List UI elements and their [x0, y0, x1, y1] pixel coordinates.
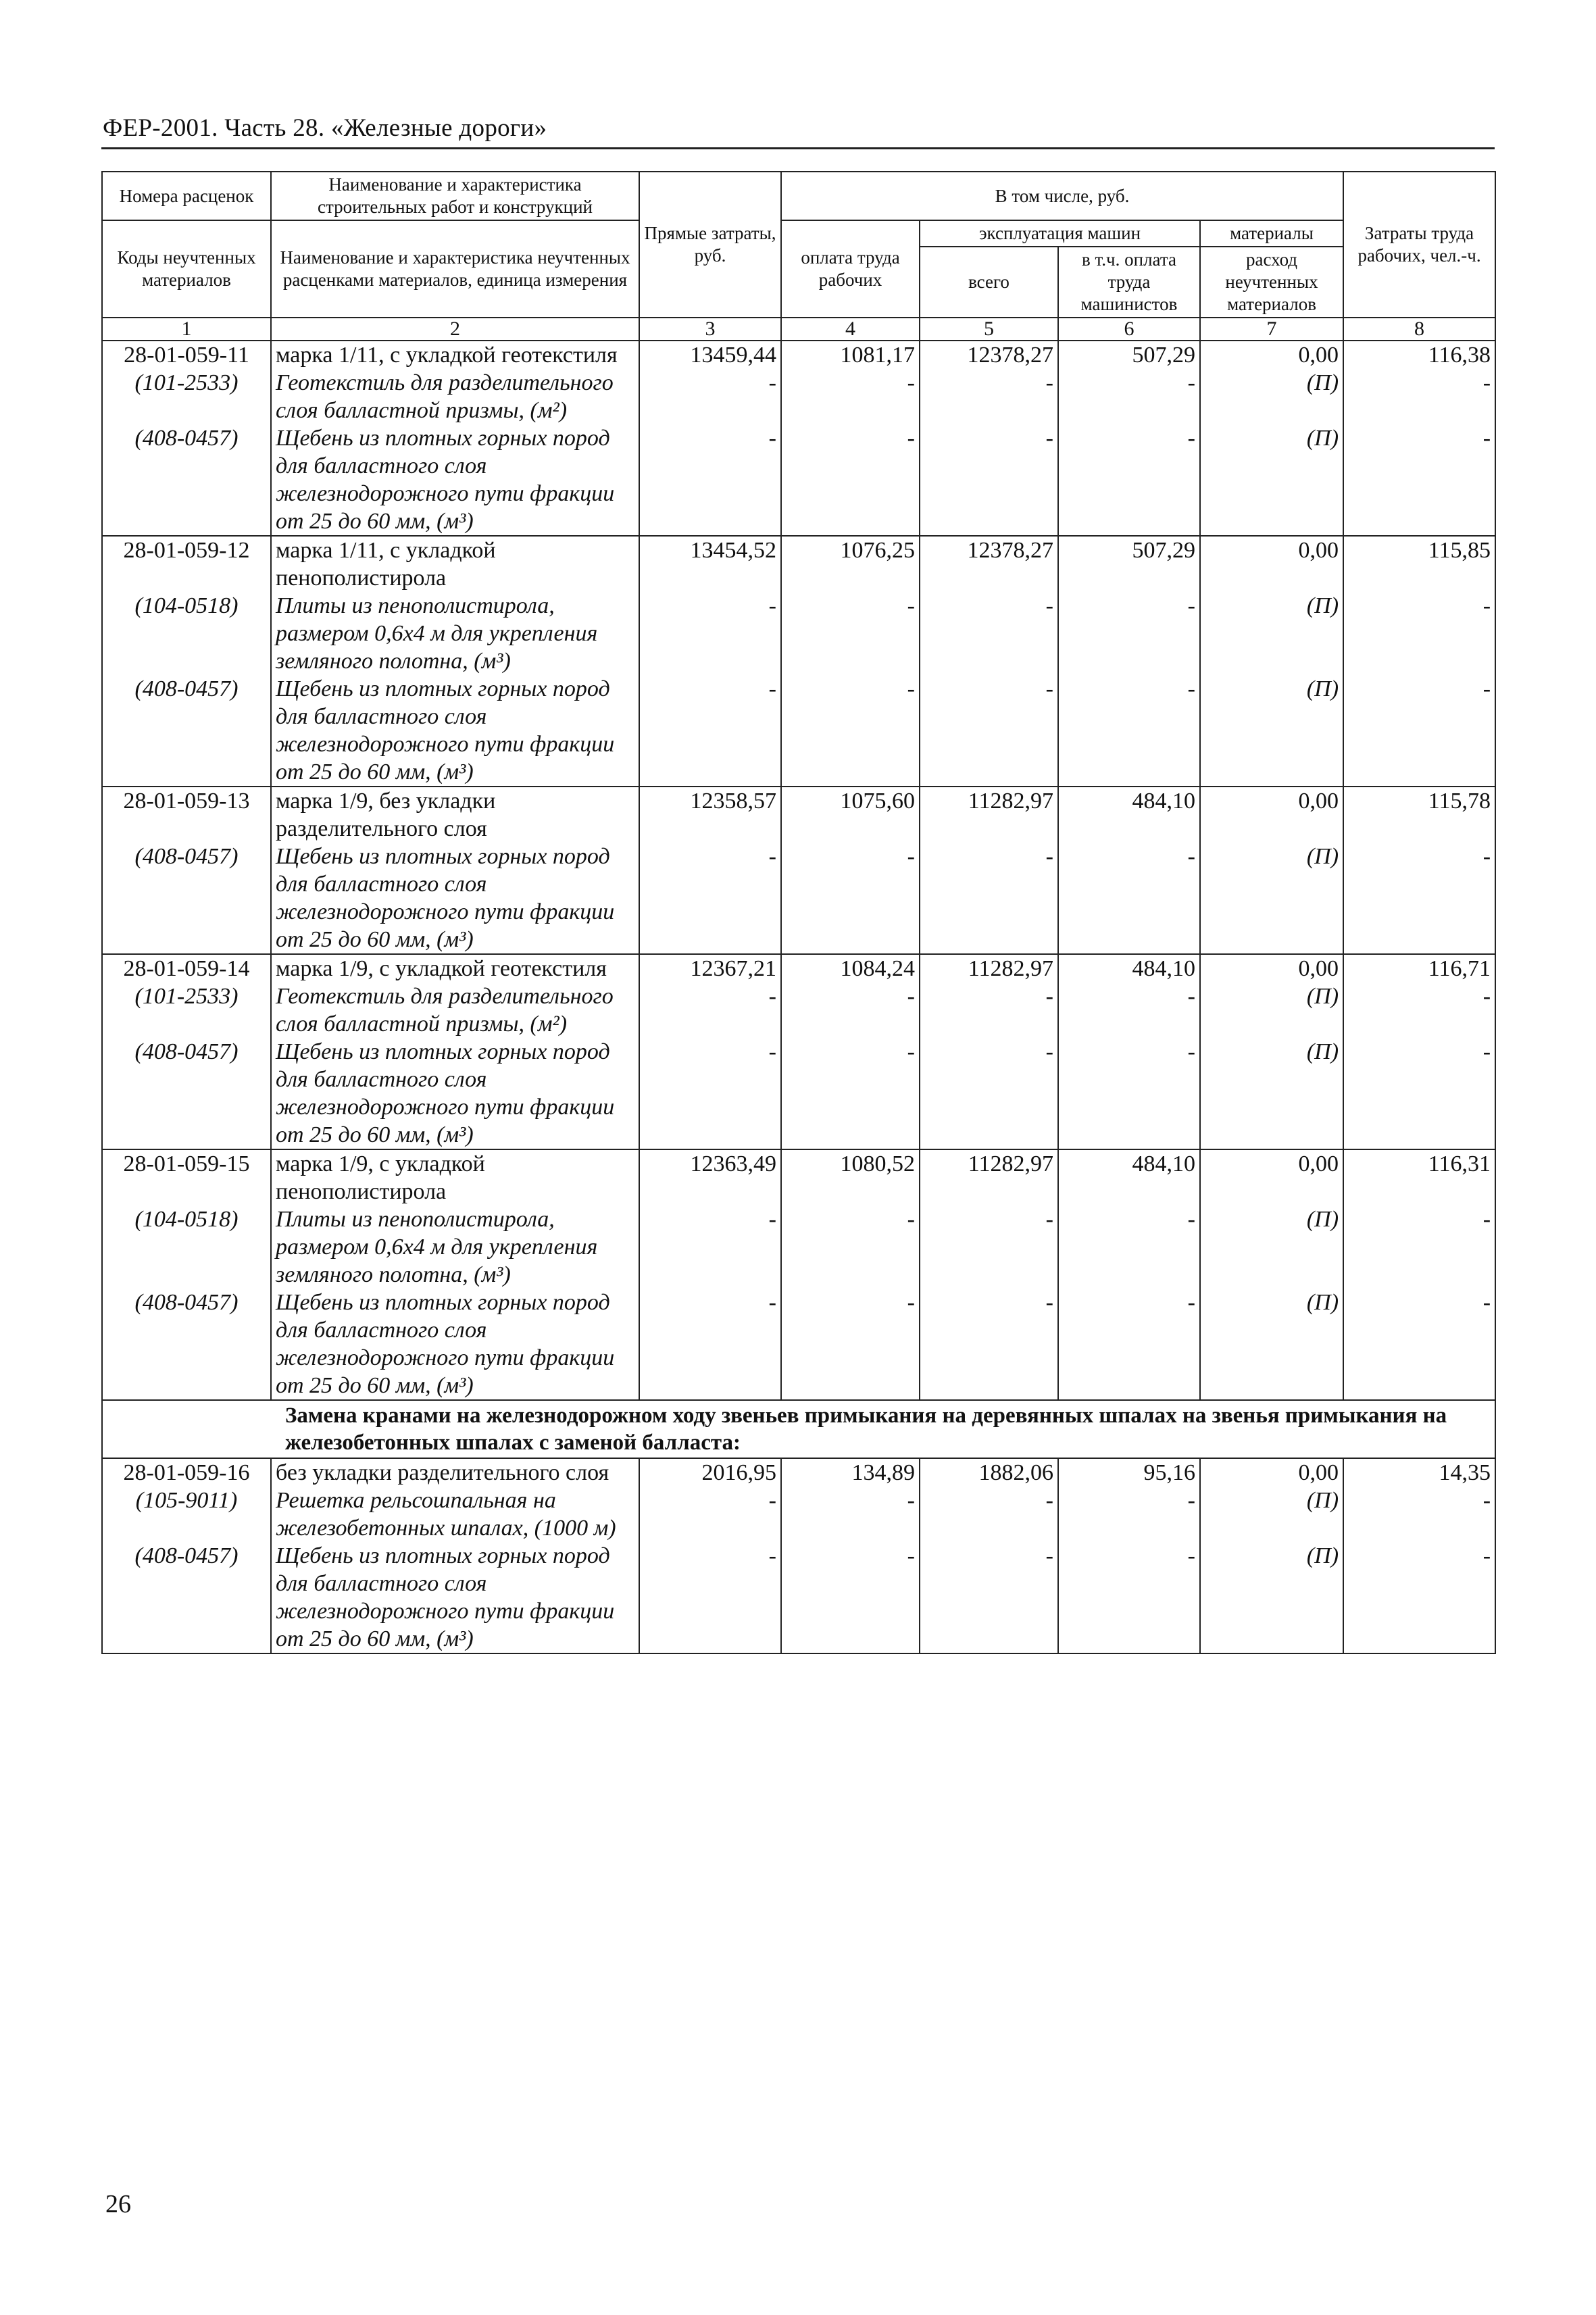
material-name: Решетка рельсошпальная на железобетонных шпалах, (1000 м) — [271, 1487, 639, 1542]
machines-cost: - — [920, 1038, 1058, 1149]
machines-cost: 11282,97 — [920, 954, 1058, 982]
wage-cost: - — [781, 843, 920, 954]
col-materials: материалы — [1200, 220, 1343, 247]
direct-cost: - — [639, 369, 781, 424]
materials-mark: (П) — [1200, 1205, 1343, 1289]
col-incl: В том числе, руб. — [781, 172, 1343, 220]
materials-cost: 0,00 — [1200, 341, 1343, 369]
materials-mark: (П) — [1200, 1542, 1343, 1653]
col-name-bottom: Наименование и характеристика неучтенных расценками материалов, единица измерения — [271, 220, 639, 318]
direct-cost: - — [639, 1205, 781, 1289]
machines-cost: - — [920, 675, 1058, 787]
section-title: Замена кранами на железнодорожном ходу звеньев примыкания на деревянных шпалах на звенья примыкания на железобетонных шпалах с заменой балласта: — [102, 1400, 1495, 1458]
header-rule — [101, 147, 1495, 149]
material-name: Плиты из пенополистирола, размером 0,6х4 м для укрепления земляного полотна, (м³) — [271, 592, 639, 675]
machinists-wage: 484,10 — [1058, 1149, 1200, 1205]
rate-name: марка 1/9, без укладки разделительного слоя — [271, 787, 639, 843]
direct-cost: 12363,49 — [639, 1149, 781, 1205]
materials-cost: 0,00 — [1200, 787, 1343, 843]
machinists-wage: - — [1058, 1542, 1200, 1653]
material-row — [102, 1205, 1495, 1289]
direct-cost: - — [639, 592, 781, 675]
machinists-wage: - — [1058, 1289, 1200, 1400]
materials-mark: (П) — [1200, 982, 1343, 1038]
labor-cost: - — [1343, 369, 1495, 424]
col-labor: Затраты труда рабочих, чел.-ч. — [1343, 172, 1495, 318]
labor-cost: - — [1343, 592, 1495, 675]
col-code-top: Номера расценок — [102, 172, 271, 220]
machines-cost: 11282,97 — [920, 1149, 1058, 1205]
rate-name: без укладки разделительного слоя — [271, 1458, 639, 1487]
direct-cost: - — [639, 843, 781, 954]
materials-mark: (П) — [1200, 369, 1343, 424]
rate-code: 28-01-059-12 — [102, 536, 271, 592]
material-name: Щебень из плотных горных пород для балластного слоя железнодорожного пути фракции от 25 до 60 мм, (м³) — [271, 675, 639, 787]
material-row — [102, 1542, 1495, 1653]
materials-mark: (П) — [1200, 592, 1343, 675]
page-header: ФЕР-2001. Часть 28. «Железные дороги» — [103, 114, 547, 142]
machines-cost: - — [920, 1205, 1058, 1289]
rate-row — [102, 954, 1495, 982]
wage-cost: - — [781, 592, 920, 675]
machinists-wage: - — [1058, 1205, 1200, 1289]
materials-mark: (П) — [1200, 1289, 1343, 1400]
rates-group-b — [102, 1458, 1495, 1653]
labor-cost: - — [1343, 843, 1495, 954]
machinists-wage: 95,16 — [1058, 1458, 1200, 1487]
material-row — [102, 369, 1495, 424]
machines-cost: - — [920, 369, 1058, 424]
labor-cost: 116,71 — [1343, 954, 1495, 982]
material-code: (104-0518) — [102, 592, 271, 675]
direct-cost: - — [639, 424, 781, 536]
rate-row — [102, 536, 1495, 592]
labor-cost: - — [1343, 1542, 1495, 1653]
wage-cost: - — [781, 1289, 920, 1400]
wage-cost: - — [781, 982, 920, 1038]
machinists-wage: 507,29 — [1058, 536, 1200, 592]
wage-cost: 1076,25 — [781, 536, 920, 592]
machines-cost: - — [920, 1289, 1058, 1400]
material-row — [102, 592, 1495, 675]
machines-cost: - — [920, 982, 1058, 1038]
material-code: (408-0457) — [102, 675, 271, 787]
material-row — [102, 424, 1495, 536]
wage-cost: - — [781, 1542, 920, 1653]
labor-cost: 115,78 — [1343, 787, 1495, 843]
wage-cost: 134,89 — [781, 1458, 920, 1487]
rate-code: 28-01-059-15 — [102, 1149, 271, 1205]
materials-mark: (П) — [1200, 1038, 1343, 1149]
section-row — [102, 1400, 1495, 1458]
machinists-wage: - — [1058, 1038, 1200, 1149]
labor-cost: 14,35 — [1343, 1458, 1495, 1487]
direct-cost: - — [639, 982, 781, 1038]
wage-cost: - — [781, 1487, 920, 1542]
col-num: 3 — [639, 318, 781, 341]
direct-cost: - — [639, 1289, 781, 1400]
rate-name: марка 1/9, с укладкой пенополистирола — [271, 1149, 639, 1205]
machines-cost: - — [920, 1487, 1058, 1542]
material-name: Щебень из плотных горных пород для балластного слоя железнодорожного пути фракции от 25 до 60 мм, (м³) — [271, 1289, 639, 1400]
material-code: (408-0457) — [102, 1542, 271, 1653]
direct-cost: - — [639, 1487, 781, 1542]
material-code: (408-0457) — [102, 843, 271, 954]
rate-name: марка 1/11, с укладкой геотекстиля — [271, 341, 639, 369]
materials-cost: 0,00 — [1200, 536, 1343, 592]
material-row — [102, 675, 1495, 787]
col-wage: оплата труда рабочих — [781, 220, 920, 318]
materials-cost: 0,00 — [1200, 954, 1343, 982]
material-name: Щебень из плотных горных пород для балластного слоя железнодорожного пути фракции от 25 до 60 мм, (м³) — [271, 1542, 639, 1653]
col-name-top: Наименование и характеристика строительных работ и конструкций — [271, 172, 639, 220]
col-machines-wage: в т.ч. оплата труда машинистов — [1058, 247, 1200, 318]
machines-cost: - — [920, 1542, 1058, 1653]
material-row — [102, 982, 1495, 1038]
wage-cost: - — [781, 424, 920, 536]
wage-cost: 1080,52 — [781, 1149, 920, 1205]
machines-cost: - — [920, 592, 1058, 675]
col-num: 4 — [781, 318, 920, 341]
direct-cost: 13454,52 — [639, 536, 781, 592]
rate-code: 28-01-059-14 — [102, 954, 271, 982]
direct-cost: 12367,21 — [639, 954, 781, 982]
rate-row — [102, 1458, 1495, 1487]
machinists-wage: 507,29 — [1058, 341, 1200, 369]
wage-cost: 1075,60 — [781, 787, 920, 843]
materials-mark: (П) — [1200, 424, 1343, 536]
rate-name: марка 1/9, с укладкой геотекстиля — [271, 954, 639, 982]
rate-code: 28-01-059-11 — [102, 341, 271, 369]
column-numbers-row — [102, 318, 1495, 341]
machinists-wage: - — [1058, 592, 1200, 675]
materials-cost: 0,00 — [1200, 1149, 1343, 1205]
direct-cost: - — [639, 675, 781, 787]
rate-code: 28-01-059-13 — [102, 787, 271, 843]
machines-cost: - — [920, 424, 1058, 536]
col-num: 1 — [102, 318, 271, 341]
wage-cost: - — [781, 1205, 920, 1289]
material-code: (104-0518) — [102, 1205, 271, 1289]
material-row — [102, 1487, 1495, 1542]
wage-cost: - — [781, 369, 920, 424]
col-machines-total: всего — [920, 247, 1058, 318]
machinists-wage: 484,10 — [1058, 787, 1200, 843]
machinists-wage: 484,10 — [1058, 954, 1200, 982]
labor-cost: - — [1343, 424, 1495, 536]
direct-cost: - — [639, 1542, 781, 1653]
labor-cost: - — [1343, 675, 1495, 787]
material-code: (105-9011) — [102, 1487, 271, 1542]
material-row — [102, 1038, 1495, 1149]
table-head — [102, 172, 1495, 341]
direct-cost: 13459,44 — [639, 341, 781, 369]
machines-cost: 12378,27 — [920, 341, 1058, 369]
labor-cost: - — [1343, 1038, 1495, 1149]
rate-code: 28-01-059-16 — [102, 1458, 271, 1487]
material-code: (408-0457) — [102, 424, 271, 536]
material-row — [102, 843, 1495, 954]
page-number: 26 — [105, 2190, 131, 2218]
col-code-bottom: Коды неучтенных материалов — [102, 220, 271, 318]
col-direct: Прямые затраты, руб. — [639, 172, 781, 318]
labor-cost: 116,38 — [1343, 341, 1495, 369]
direct-cost: 2016,95 — [639, 1458, 781, 1487]
material-name: Щебень из плотных горных пород для балластного слоя железнодорожного пути фракции от 25 до 60 мм, (м³) — [271, 424, 639, 536]
labor-cost: - — [1343, 982, 1495, 1038]
wage-cost: - — [781, 1038, 920, 1149]
machinists-wage: - — [1058, 982, 1200, 1038]
labor-cost: 115,85 — [1343, 536, 1495, 592]
material-name: Щебень из плотных горных пород для балластного слоя железнодорожного пути фракции от 25 до 60 мм, (м³) — [271, 1038, 639, 1149]
direct-cost: - — [639, 1038, 781, 1149]
material-code: (101-2533) — [102, 369, 271, 424]
machinists-wage: - — [1058, 369, 1200, 424]
material-code: (408-0457) — [102, 1038, 271, 1149]
col-machines: эксплуатация машин — [920, 220, 1200, 247]
rate-name: марка 1/11, с укладкой пенополистирола — [271, 536, 639, 592]
col-num: 6 — [1058, 318, 1200, 341]
machines-cost: 11282,97 — [920, 787, 1058, 843]
col-materials-use: расход неучтенных материалов — [1200, 247, 1343, 318]
materials-mark: (П) — [1200, 1487, 1343, 1542]
labor-cost: 116,31 — [1343, 1149, 1495, 1205]
material-row — [102, 1289, 1495, 1400]
direct-cost: 12358,57 — [639, 787, 781, 843]
material-code: (408-0457) — [102, 1289, 271, 1400]
rate-row — [102, 341, 1495, 369]
section-group — [102, 1400, 1495, 1458]
rates-group-a — [102, 341, 1495, 1400]
wage-cost: 1081,17 — [781, 341, 920, 369]
material-name: Плиты из пенополистирола, размером 0,6х4 м для укрепления земляного полотна, (м³) — [271, 1205, 639, 1289]
labor-cost: - — [1343, 1205, 1495, 1289]
labor-cost: - — [1343, 1487, 1495, 1542]
materials-mark: (П) — [1200, 675, 1343, 787]
col-num: 2 — [271, 318, 639, 341]
material-name: Щебень из плотных горных пород для балластного слоя железнодорожного пути фракции от 25 до 60 мм, (м³) — [271, 843, 639, 954]
rates-table — [101, 171, 1496, 1654]
wage-cost: 1084,24 — [781, 954, 920, 982]
material-name: Геотекстиль для разделительного слоя балластной призмы, (м²) — [271, 982, 639, 1038]
machinists-wage: - — [1058, 843, 1200, 954]
wage-cost: - — [781, 675, 920, 787]
machinists-wage: - — [1058, 424, 1200, 536]
materials-mark: (П) — [1200, 843, 1343, 954]
rate-row — [102, 1149, 1495, 1205]
rate-row — [102, 787, 1495, 843]
col-num: 8 — [1343, 318, 1495, 341]
labor-cost: - — [1343, 1289, 1495, 1400]
machines-cost: 12378,27 — [920, 536, 1058, 592]
material-code: (101-2533) — [102, 982, 271, 1038]
machines-cost: - — [920, 843, 1058, 954]
material-name: Геотекстиль для разделительного слоя балластной призмы, (м²) — [271, 369, 639, 424]
col-num: 7 — [1200, 318, 1343, 341]
machinists-wage: - — [1058, 675, 1200, 787]
machinists-wage: - — [1058, 1487, 1200, 1542]
col-num: 5 — [920, 318, 1058, 341]
machines-cost: 1882,06 — [920, 1458, 1058, 1487]
materials-cost: 0,00 — [1200, 1458, 1343, 1487]
